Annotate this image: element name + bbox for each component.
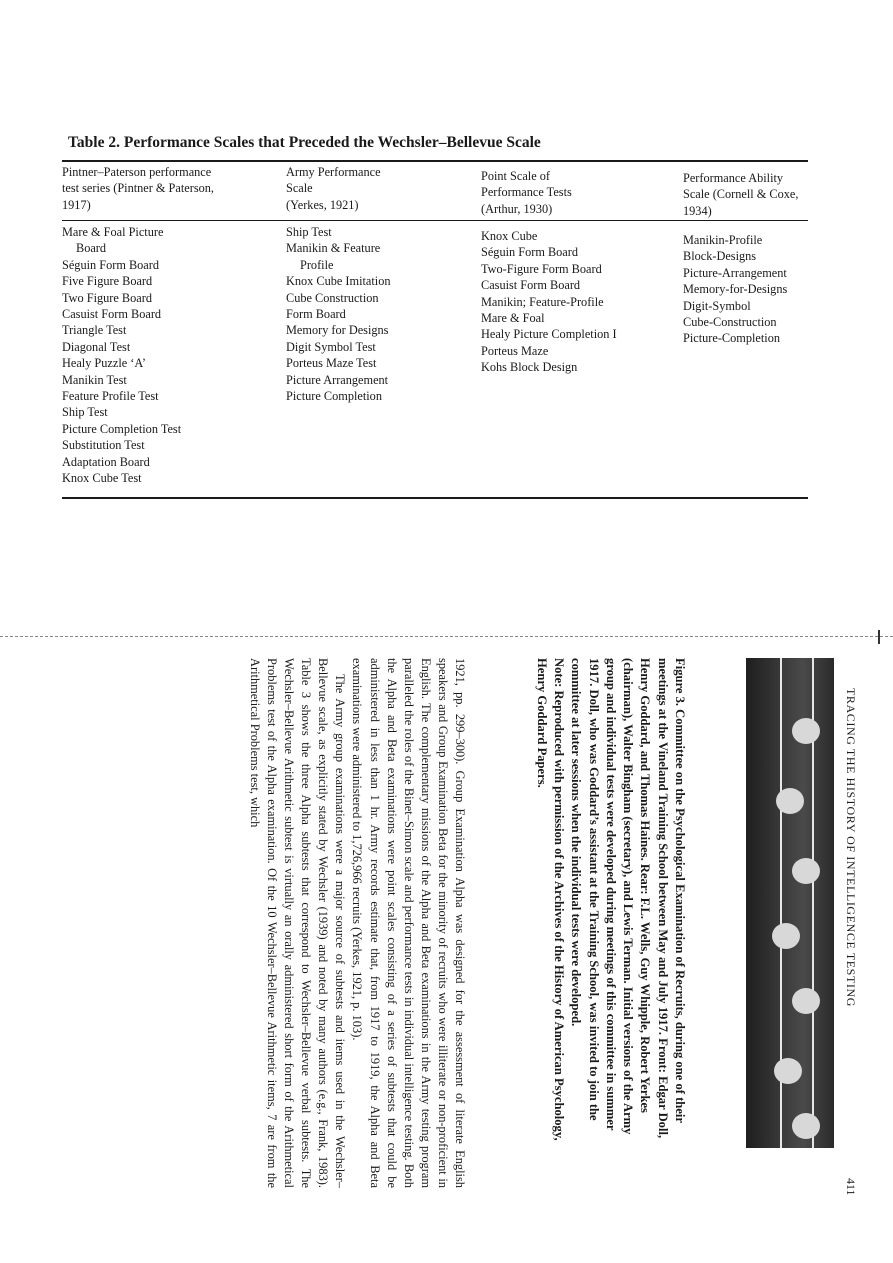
table-cell: Knox Cube Imitation: [286, 274, 391, 289]
table-cell: Two Figure Board: [62, 290, 152, 305]
header-line: (Yerkes, 1921): [286, 197, 359, 212]
table-cell: Knox Cube: [481, 229, 538, 243]
person-figure: [792, 1113, 820, 1139]
table-cell: Manikin; Feature-Profile: [481, 294, 604, 309]
table-cell: Triangle Test: [62, 323, 127, 338]
person-figure: [792, 858, 820, 884]
person-figure: [776, 788, 804, 814]
table-cell: Picture Completion Test: [62, 421, 182, 436]
table-cell: Diagonal Test: [62, 339, 131, 354]
rotated-lower-page: [38, 658, 858, 1228]
person-figure: [774, 1058, 802, 1084]
table-cell: Knox Cube Test: [62, 471, 142, 486]
header-line: Scale: [286, 181, 313, 196]
header-line: (Arthur, 1930): [481, 201, 553, 216]
table-title: Table 2. Performance Scales that Preceded the Wechsler–Bellevue Scale: [68, 134, 541, 151]
header-line: 1917): [62, 197, 91, 212]
committee-photo: [746, 658, 834, 1148]
caption-note: Note: Reproduced with permission of the Archives of the History of American Psychology, Henry Goddard Papers.: [534, 658, 566, 1141]
table-cell: Manikin & Feature: [286, 241, 381, 256]
header-line: Army Performance: [286, 165, 381, 179]
table-cell: Memory for Designs: [286, 323, 389, 338]
header-line: test series (Pintner & Paterson,: [62, 181, 214, 196]
table-cell: Manikin-Profile: [683, 233, 763, 247]
table-cell: Healy Picture Completion I: [481, 327, 617, 342]
table-cell: Picture-Completion: [683, 331, 780, 346]
header-line: Pintner–Paterson performance: [62, 165, 212, 179]
table-cell: Substitution Test: [62, 438, 145, 453]
header-line: Performance Ability: [683, 171, 784, 185]
page-divider: [0, 636, 893, 637]
table-cell: Profile: [300, 257, 334, 272]
table-cell: Board: [76, 241, 107, 256]
table-cell: Ship Test: [286, 225, 332, 239]
page-edge-mark: [872, 630, 880, 644]
table-cell: Cube-Construction: [683, 315, 777, 330]
table-col-3: [481, 228, 671, 376]
table-col-1: [62, 224, 272, 487]
table-cell: Picture Arrangement: [286, 372, 389, 387]
table-col-2: [286, 224, 466, 404]
header-col-1: [62, 164, 262, 213]
table-header-rule: [62, 220, 808, 221]
table-cell: Two-Figure Form Board: [481, 261, 602, 276]
header-line: 1934): [683, 203, 712, 218]
table-cell: Porteus Maze Test: [286, 356, 377, 371]
table-cell: Adaptation Board: [62, 454, 150, 469]
table-cell: Mare & Foal: [481, 311, 545, 326]
table-cell: Ship Test: [62, 405, 108, 420]
page-number: 411: [844, 1178, 858, 1196]
body-paragraph: 1921, pp. 299–300). Group Examination Alpha was designed for the assessment of literate English speakers and Group Examination Beta for the minority of recruits who were illiterate or non-proficient in English. The complementary missions of the Alpha and Beta examinations in the Army testing program paralleled the roles of the Binet–Simon scale and performance tests in individual intelligence testing. Both the Alpha and Beta examinations were point scales consisting of a series of subtests that could be administered in less than 1 hr. Army records estimate that, from 1917 to 1919, the Alpha and Beta examinations were administered to 1,726,966 recruits (Yerkes, 1921, p. 103).: [350, 658, 467, 1188]
header-line: Point Scale of: [481, 169, 550, 183]
header-col-4: [683, 170, 833, 219]
caption-text: Figure 3. Committee on the Psychological Examination of Recruits, during one of their meetings at the Vineland Training School between May and July 1917. Front: Edgar Doll, Henry Goddard, and Thomas Haines. Rear: F.L. Wells, Guy Whipple, Robert Yerkes (chairman), Walter Bingham (secretary), and Lewis Terman. Initial versions of the Army group and individual tests were developed during meetings of this committee in summer 1917. Doll, who was Goddard’s assistant at the Training School, was invited to join the committee at later sessions when the individual tests were developed.: [569, 658, 687, 1139]
figure-caption: [532, 658, 688, 1148]
table-cell: Healy Puzzle ‘A’: [62, 356, 146, 371]
table-bottom-rule: [62, 497, 808, 499]
table-cell: Cube Construction: [286, 290, 379, 305]
body-paragraph: The Army group examinations were a major source of subtests and items used in the Wechsler–Bellevue scale, as explicitly stated by Wechsler (1939) and noted by many authors (e.g., Frank, 1983). Table 3 shows the three Alpha subtests that correspond to Wechsler–Bellevue verbal subtests. The Wechsler–Bellevue Arithmetic subtest is virtually an orally administered short form of the Arithmetical Problems test of the Alpha examination. Of the 10 Wechsler–Bellevue Arithmetic items, 7 are from the Arithmetical Problems test, which: [247, 658, 348, 1188]
person-figure: [792, 718, 820, 744]
body-text: [246, 658, 468, 1188]
person-figure: [772, 923, 800, 949]
table-cell: Digit-Symbol: [683, 298, 751, 313]
header-col-3: [481, 168, 651, 217]
running-head: TRACING THE HISTORY OF INTELLIGENCE TESTING: [844, 688, 858, 1008]
header-col-2: [286, 164, 456, 213]
table-cell: Picture-Arrangement: [683, 265, 787, 280]
table-cell: Mare & Foal Picture: [62, 225, 164, 239]
table-cell: Feature Profile Test: [62, 389, 159, 404]
table-cell: Manikin Test: [62, 372, 127, 387]
table-cell: Form Board: [286, 307, 346, 322]
header-line: Scale (Cornell & Coxe,: [683, 187, 799, 202]
person-figure: [792, 988, 820, 1014]
table-cell: Five Figure Board: [62, 274, 153, 289]
table-cell: Séguin Form Board: [62, 257, 160, 272]
table-cell: Porteus Maze: [481, 343, 549, 358]
table-cell: Casuist Form Board: [62, 307, 162, 322]
table-cell: Digit Symbol Test: [286, 339, 376, 354]
table-cell: Casuist Form Board: [481, 278, 581, 293]
table-cell: Kohs Block Design: [481, 360, 578, 375]
table-cell: Memory-for-Designs: [683, 282, 788, 297]
table-cell: Picture Completion: [286, 389, 382, 404]
table-col-4: [683, 232, 823, 347]
table-cell: Séguin Form Board: [481, 245, 579, 260]
table-top-rule: [62, 160, 808, 162]
table-cell: Block-Designs: [683, 249, 757, 264]
header-line: Performance Tests: [481, 185, 572, 200]
